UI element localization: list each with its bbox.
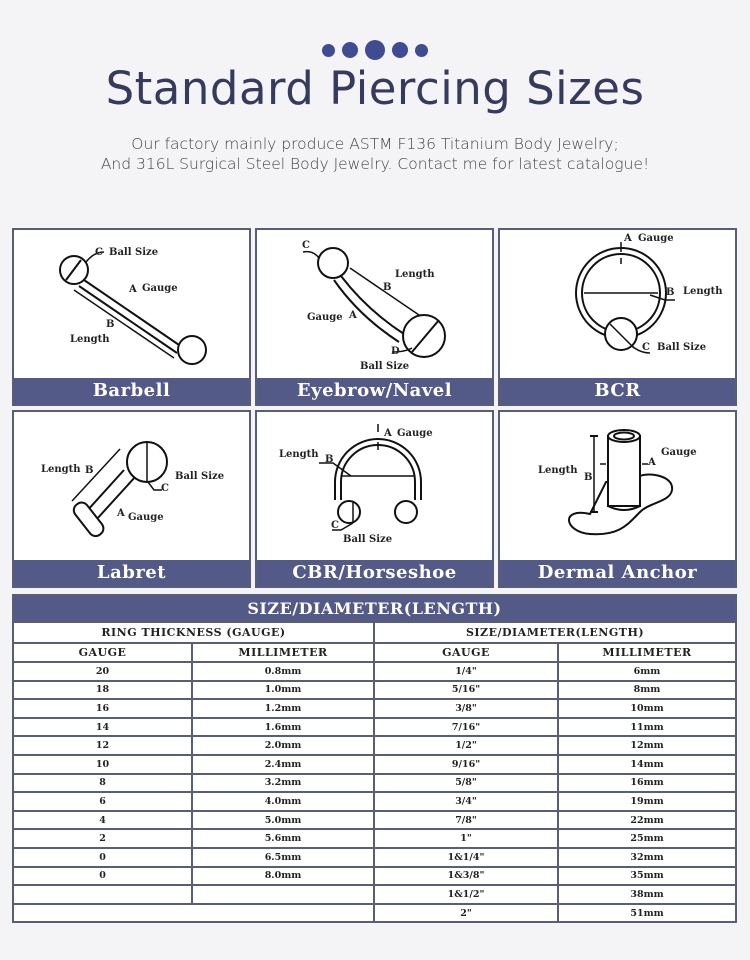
cell: 35mm <box>558 867 735 886</box>
card-label: Eyebrow/Navel <box>257 378 492 404</box>
cell: 0 <box>14 848 192 867</box>
cell: 1.0mm <box>192 681 374 700</box>
cell: 32mm <box>558 848 735 867</box>
svg-text:Length: Length <box>279 449 319 460</box>
dot-icon <box>365 40 385 60</box>
cell: 12 <box>14 736 192 755</box>
svg-text:Length: Length <box>70 334 110 345</box>
card-label: Dermal Anchor <box>500 560 735 586</box>
right-group-header: SIZE/DIAMETER(LENGTH) <box>374 623 735 643</box>
card-labret <box>12 410 251 588</box>
column-header: MILLIMETER <box>192 643 374 662</box>
cell: 3/8" <box>374 699 558 718</box>
card-bcr <box>498 228 737 406</box>
cell: 6 <box>14 792 192 811</box>
column-header-row <box>14 643 735 662</box>
cell <box>14 885 192 904</box>
card-barbell <box>12 228 251 406</box>
cell: 8 <box>14 774 192 793</box>
column-header: GAUGE <box>374 643 558 662</box>
table-title: SIZE/DIAMETER(LENGTH) <box>14 596 735 623</box>
cell: 22mm <box>558 811 735 830</box>
svg-text:Length: Length <box>538 465 578 476</box>
cell: 19mm <box>558 792 735 811</box>
card-label: BCR <box>500 378 735 404</box>
svg-text:Ball Size: Ball Size <box>360 361 410 372</box>
svg-text:C: C <box>302 240 310 251</box>
cell: 16 <box>14 699 192 718</box>
card-label: Barbell <box>14 378 249 404</box>
cell: 16mm <box>558 774 735 793</box>
card-eyebrow-navel <box>255 228 494 406</box>
svg-text:Ball Size: Ball Size <box>343 534 393 545</box>
cell: 2.4mm <box>192 755 374 774</box>
eyebrow-navel-diagram-icon <box>257 230 492 380</box>
svg-text:Length: Length <box>683 286 723 297</box>
svg-text:Gauge: Gauge <box>661 447 697 458</box>
table-row <box>14 755 735 774</box>
svg-text:Gauge: Gauge <box>307 312 343 323</box>
cell: 1&1/4" <box>374 848 558 867</box>
table-row <box>14 867 735 886</box>
table-row <box>14 681 735 700</box>
cell: 5/8" <box>374 774 558 793</box>
svg-text:D: D <box>391 346 400 357</box>
cell: 3.2mm <box>192 774 374 793</box>
page-subtitle <box>0 134 750 174</box>
table-row <box>14 829 735 848</box>
table-row <box>14 699 735 718</box>
cell: 5/16" <box>374 681 558 700</box>
cell: 1/2" <box>374 736 558 755</box>
jewelry-type-grid <box>12 228 738 588</box>
cell: 0 <box>14 867 192 886</box>
svg-text:Length: Length <box>395 269 435 280</box>
cell <box>14 904 374 922</box>
svg-text:C: C <box>161 483 169 494</box>
cell: 11mm <box>558 718 735 737</box>
cell: 2" <box>374 904 558 922</box>
cell: 1.6mm <box>192 718 374 737</box>
cell: 2 <box>14 829 192 848</box>
svg-text:A: A <box>349 310 357 321</box>
page-title: Standard Piercing Sizes <box>105 62 645 115</box>
svg-text:B: B <box>106 319 115 330</box>
table-row <box>14 811 735 830</box>
dermal-anchor-diagram-icon <box>500 412 735 562</box>
cell: 1.2mm <box>192 699 374 718</box>
size-table-grid <box>14 623 735 921</box>
svg-text:Length: Length <box>41 464 81 475</box>
cell: 20 <box>14 662 192 681</box>
cell: 1" <box>374 829 558 848</box>
size-table <box>12 594 737 923</box>
cell: 38mm <box>558 885 735 904</box>
card-label: Labret <box>14 560 249 586</box>
table-row <box>14 904 735 922</box>
table-row <box>14 885 735 904</box>
card-dermal-anchor <box>498 410 737 588</box>
table-row <box>14 718 735 737</box>
svg-text:A: A <box>624 233 632 244</box>
cell: 7/8" <box>374 811 558 830</box>
cell: 0.8mm <box>192 662 374 681</box>
svg-text:A: A <box>384 428 392 439</box>
svg-text:C: C <box>642 342 650 353</box>
cell: 4 <box>14 811 192 830</box>
cell: 4.0mm <box>192 792 374 811</box>
labret-diagram-icon <box>14 412 249 562</box>
subtitle-line-1: Our factory mainly produce ASTM F136 Titanium Body Jewelry; <box>131 135 619 153</box>
cell: 9/16" <box>374 755 558 774</box>
svg-text:B: B <box>383 282 392 293</box>
cell: 2.0mm <box>192 736 374 755</box>
card-label: CBR/Horseshoe <box>257 560 492 586</box>
svg-text:Ball Size: Ball Size <box>657 342 707 353</box>
svg-text:Ball Size: Ball Size <box>109 247 159 258</box>
card-cbr-horseshoe <box>255 410 494 588</box>
cell: 7/16" <box>374 718 558 737</box>
column-header: GAUGE <box>14 643 192 662</box>
cell: 25mm <box>558 829 735 848</box>
cell: 12mm <box>558 736 735 755</box>
cell: 6.5mm <box>192 848 374 867</box>
cell: 1/4" <box>374 662 558 681</box>
svg-text:Gauge: Gauge <box>638 233 674 244</box>
cell: 6mm <box>558 662 735 681</box>
cell: 8mm <box>558 681 735 700</box>
table-row <box>14 792 735 811</box>
cell: 18 <box>14 681 192 700</box>
table-row <box>14 736 735 755</box>
svg-text:C: C <box>95 247 103 258</box>
svg-text:B: B <box>584 472 593 483</box>
barbell-diagram-icon <box>14 230 249 380</box>
svg-text:B: B <box>325 454 334 465</box>
dot-icon <box>322 44 335 57</box>
svg-text:Gauge: Gauge <box>142 283 178 294</box>
cell: 5.0mm <box>192 811 374 830</box>
cell: 8.0mm <box>192 867 374 886</box>
dot-icon <box>415 44 428 57</box>
dot-icon <box>392 42 408 58</box>
decorative-dots <box>0 40 750 60</box>
svg-text:A: A <box>648 457 656 468</box>
cell: 1&1/2" <box>374 885 558 904</box>
svg-text:A: A <box>117 508 125 519</box>
cell: 3/4" <box>374 792 558 811</box>
table-row <box>14 848 735 867</box>
cbr-horseshoe-diagram-icon <box>257 412 492 562</box>
table-row <box>14 774 735 793</box>
cell: 14 <box>14 718 192 737</box>
svg-text:Ball Size: Ball Size <box>175 471 225 482</box>
svg-text:Gauge: Gauge <box>128 512 164 523</box>
cell: 10 <box>14 755 192 774</box>
cell: 10mm <box>558 699 735 718</box>
dot-icon <box>342 42 358 58</box>
cell: 14mm <box>558 755 735 774</box>
svg-text:C: C <box>331 520 339 531</box>
column-header: MILLIMETER <box>558 643 735 662</box>
subtitle-line-2: And 316L Surgical Steel Body Jewelry. Contact me for latest catalogue! <box>100 155 650 173</box>
svg-text:B: B <box>666 287 675 298</box>
table-row <box>14 662 735 681</box>
svg-text:B: B <box>85 465 94 476</box>
svg-text:Gauge: Gauge <box>397 428 433 439</box>
group-header-row <box>14 623 735 643</box>
bcr-diagram-icon <box>500 230 735 380</box>
cell: 5.6mm <box>192 829 374 848</box>
cell: 51mm <box>558 904 735 922</box>
cell <box>192 885 374 904</box>
cell: 1&3/8" <box>374 867 558 886</box>
svg-text:A: A <box>129 284 137 295</box>
left-group-header: RING THICKNESS (GAUGE) <box>14 623 374 643</box>
